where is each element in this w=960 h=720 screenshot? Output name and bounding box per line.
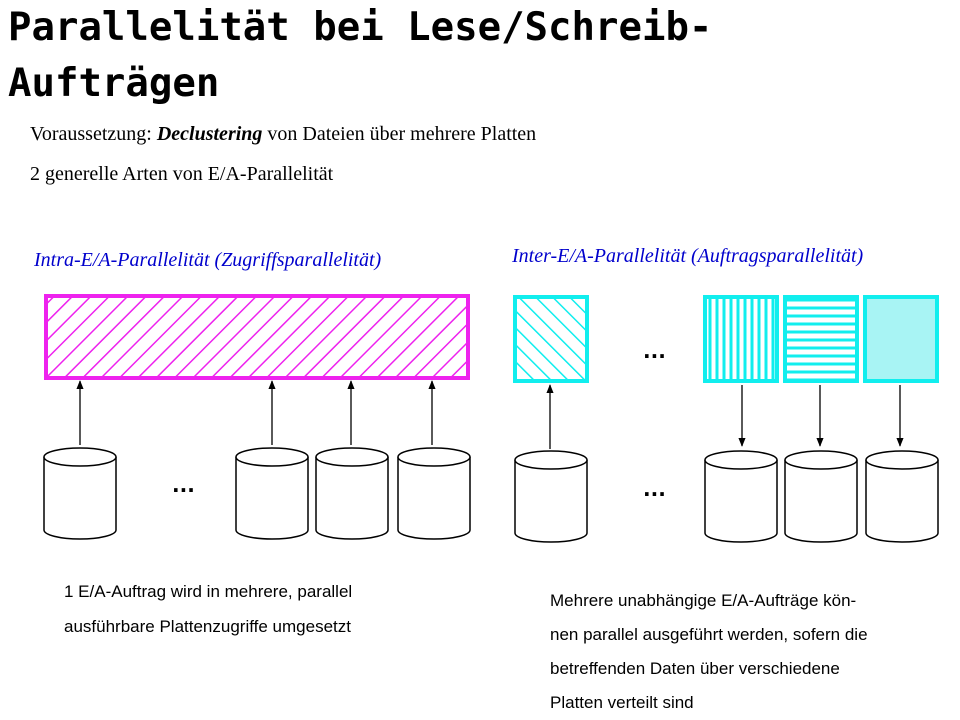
disk-cylinder-icon	[236, 448, 308, 539]
inter-caption-line-4: Platten verteilt sind	[550, 693, 694, 712]
disk-cylinder-icon	[785, 451, 857, 542]
inter-request-block-horizontal	[785, 297, 857, 381]
inter-request-block-vertical	[705, 297, 777, 381]
intra-caption-line-1: 1 E/A-Auftrag wird in mehrere, parallel	[64, 582, 353, 601]
inter-request-block-diagonal	[515, 297, 587, 381]
prerequisite-emphasis: Declustering	[156, 123, 263, 145]
inter-requests-ellipsis: ...	[643, 339, 666, 363]
intra-request-block	[46, 296, 468, 378]
disk-cylinder-icon	[398, 448, 470, 539]
disk-cylinder-icon	[866, 451, 938, 542]
slide-title-line2: Aufträgen	[8, 61, 220, 106]
inter-caption-line-1: Mehrere unabhängige E/A-Aufträge kön-	[550, 591, 857, 610]
disk-cylinder-icon	[316, 448, 388, 539]
prerequisite-suffix: von Dateien über mehrere Platten	[262, 123, 537, 145]
disk-cylinder-icon	[705, 451, 777, 542]
parallelism-types-line: 2 generelle Arten von E/A-Parallelität	[30, 163, 334, 185]
slide-title-line1: Parallelität bei Lese/Schreib-	[8, 5, 713, 50]
inter-disks-ellipsis: ...	[643, 477, 666, 501]
inter-caption-line-3: betreffenden Daten über verschiedene	[550, 659, 840, 678]
prerequisite-prefix: Voraussetzung:	[30, 123, 157, 145]
prerequisite-line	[30, 123, 536, 145]
inter-caption-line-2: nen parallel ausgeführt werden, sofern die	[550, 625, 868, 644]
intra-disks-ellipsis: ...	[172, 473, 195, 497]
intra-heading: Intra-E/A-Parallelität (Zugriffsparallelität)	[34, 249, 382, 271]
inter-request-block-solid	[865, 297, 937, 381]
intra-caption-line-2: ausführbare Plattenzugriffe umgesetzt	[64, 617, 351, 636]
disk-cylinder-icon	[515, 451, 587, 542]
inter-heading: Inter-E/A-Parallelität (Auftragsparallelität)	[512, 245, 864, 267]
disk-cylinder-icon	[44, 448, 116, 539]
